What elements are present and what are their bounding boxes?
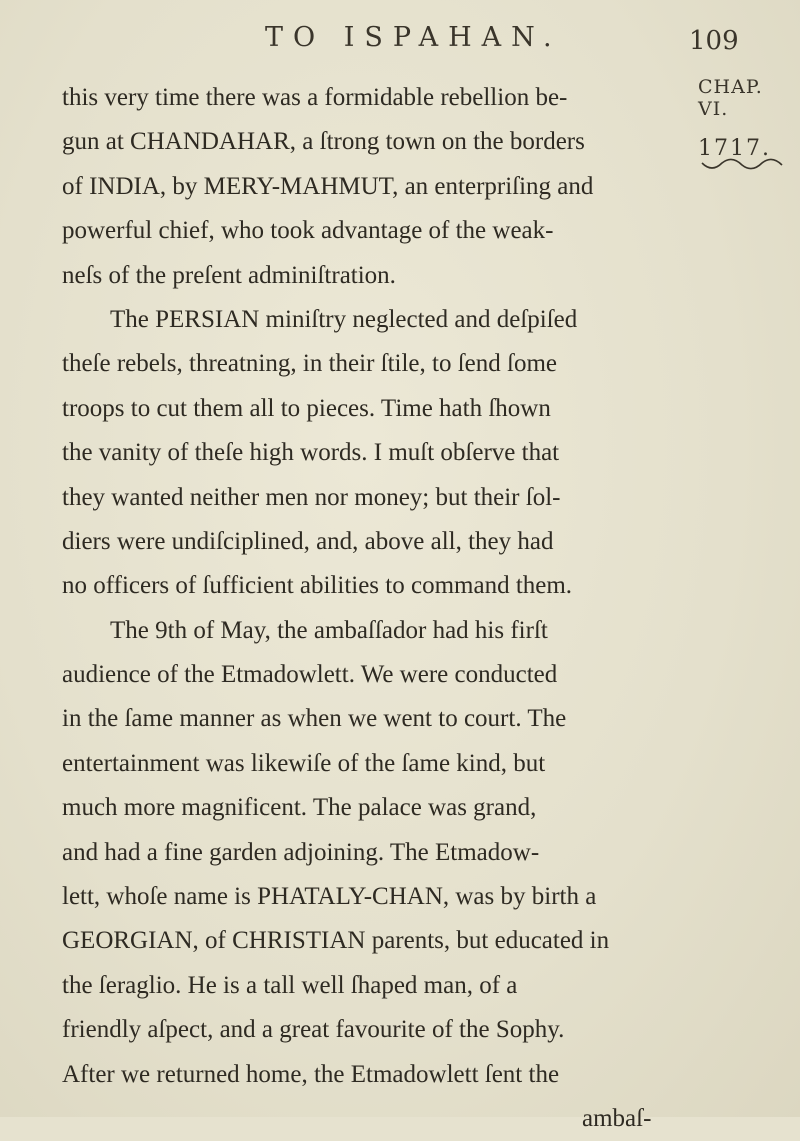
text-line: troops to cut them all to pieces. Time hath ſhown (62, 394, 551, 422)
text-line: entertainment was likewiſe of the ſame kind, but (62, 749, 546, 777)
text-line: diers were undiſciplined, and, above all, they had (62, 527, 554, 555)
text-line: theſe rebels, threatning, in their ſtile, to ſend ſome (62, 350, 557, 378)
text-line: friendly aſpect, and a great favourite of the Sophy. (62, 1016, 565, 1044)
text-line: they wanted neither men nor money; but their ſol- (62, 483, 561, 511)
chapter-marker: CHAP. VI. (698, 76, 763, 120)
running-head: TO ISPAHAN. (265, 22, 562, 53)
catchword: ambaſ- (582, 1104, 652, 1132)
text-line: this very time there was a formidable rebellion be- (62, 84, 568, 111)
margin-note (698, 76, 798, 175)
text-line: the vanity of theſe high words. I muſt obſerve that (62, 439, 560, 467)
year-marker: 1717. (698, 136, 771, 161)
text-line: powerful chief, who took advantage of the weak- (62, 217, 554, 245)
page-header (0, 22, 800, 62)
text-line: neſs of the preſent adminiſtration. (62, 261, 396, 289)
body-text (62, 76, 702, 1141)
text-line: gun at CHANDAHAR, a ſtrong town on the borders (62, 128, 585, 156)
text-line: in the ſame manner as when we went to court. The (62, 705, 567, 733)
text-line: GEORGIAN, of CHRISTIAN parents, but educated in (62, 927, 610, 955)
text-line: After we returned home, the Etmadowlett ſent the (62, 1060, 560, 1088)
text-line: The PERSIAN miniſtry neglected and deſpiſed (110, 305, 578, 333)
page-number: 109 (689, 26, 739, 56)
text-line: much more magnificent. The palace was grand, (62, 794, 537, 822)
text-line: lett, whoſe name is PHATALY-CHAN, was by birth a (62, 883, 597, 911)
text-line: and had a fine garden adjoining. The Etmadow- (62, 838, 540, 866)
text-line: audience of the Etmadowlett. We were conducted (62, 661, 558, 689)
text-line: no officers of ſufficient abilities to command them. (62, 572, 573, 600)
text-line: of INDIA, by MERY-MAHMUT, an enterpriſing and (62, 172, 594, 200)
text-line: the ſeraglio. He is a tall well ſhaped man, of a (62, 971, 518, 999)
text-line: The 9th of May, the ambaſſador had his firſt (110, 616, 548, 644)
